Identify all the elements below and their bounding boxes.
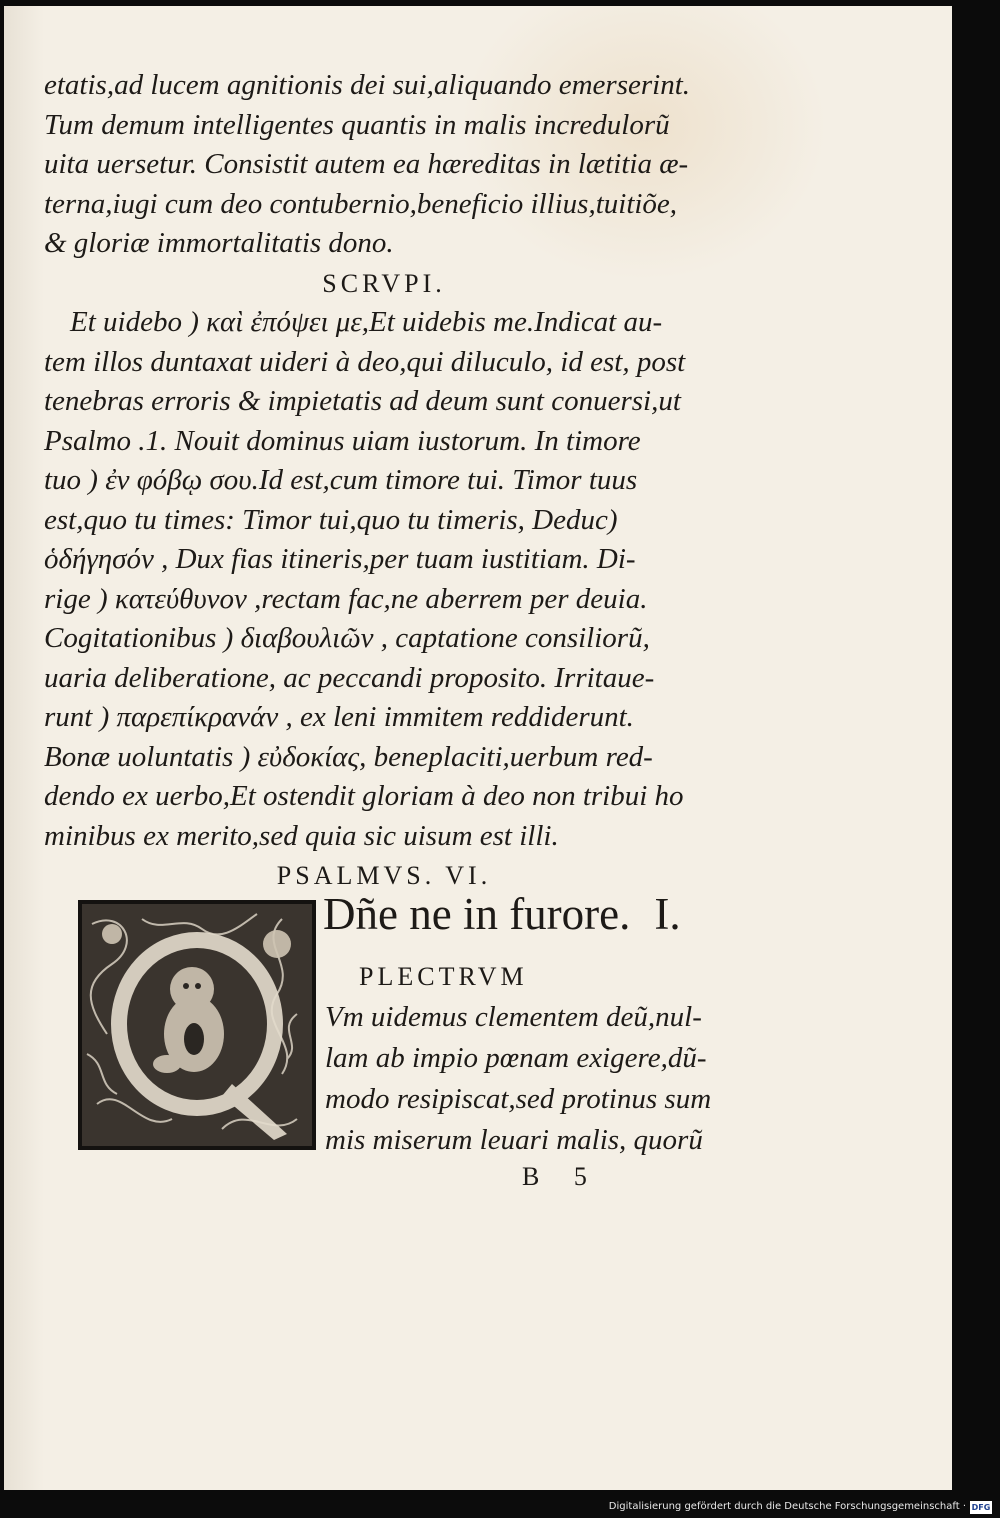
section-heading-psalm: PSALMVS. VI. (276, 861, 492, 890)
body-line: Tum demum intelligentes quantis in malis incredulorũ (44, 108, 670, 141)
scrupi-line: Psalmo .1. Nouit dominus uiam iustorum. In timore (44, 424, 641, 457)
scrupi-line: dendo ex uerbo,Et ostendit gloriam à deo non tribui ho (44, 780, 684, 812)
woodcut-initial-graphic (82, 904, 312, 1146)
signature-mark: B 5 (522, 1162, 601, 1191)
scrupi-line: tenebras erroris & impietatis ad deum sunt conuersi,ut (44, 385, 681, 417)
dfg-logo-icon: DFG (971, 1503, 991, 1512)
scrupi-line: Bonæ uoluntatis ) εὐδοκίας, beneplaciti,uerbum red- (44, 740, 653, 773)
plectrum-line: lam ab impio pœnam exigere,dũ- (325, 1042, 707, 1074)
scrupi-line: Et uidebo ) καὶ ἐπόψει με,Et uidebis me.Indicat au- (70, 306, 663, 338)
scrupi-line: minibus ex merito,sed quia sic uisum est illi. (44, 819, 559, 852)
section-heading-scrupi: SCRVPI. (322, 268, 446, 298)
digitization-credit: Digitalisierung gefördert durch die Deutsche Forschungsgemeinschaft · (608, 1501, 966, 1512)
body-line: etatis,ad lucem agnitionis dei sui,aliquando emerserint. (44, 69, 691, 101)
psalm-numeral: I. (654, 889, 681, 939)
plectrum-line: Vm uidemus clementem deũ,nul- (325, 1001, 702, 1033)
plectrum-line: modo resipiscat,sed protinus sum (325, 1083, 712, 1115)
body-line: uita uersetur. Consistit autem ea hæreditas in lætitia æ- (44, 148, 689, 180)
woodcut-initial-frame (78, 900, 316, 1150)
scrupi-line: tuo ) ἐν φόβῳ σου.Id est,cum timore tui. Timor tuus (44, 464, 638, 496)
scrupi-line: rige ) κατεύθυνον ,rectam fac,ne aberrem per deuia. (44, 582, 648, 615)
body-line: & gloriæ immortalitatis dono. (44, 227, 394, 259)
body-line: terna,iugi cum deo contubernio,beneficio illius,tuitiõe, (44, 187, 678, 220)
scrupi-line: tem illos duntaxat uideri à deo,qui diluculo, id est, post (44, 345, 686, 378)
scrupi-line: est,quo tu times: Timor tui,quo tu timeris, Deduc) (44, 503, 618, 536)
section-heading-plectrum: PLECTRVM (359, 962, 528, 991)
main-text-block (44, 66, 704, 896)
scrupi-line: uaria deliberatione, ac peccandi proposito. Irritaue- (44, 661, 655, 694)
psalm-incipit-text: Dñe ne in furore. (323, 889, 631, 939)
plectrum-block (325, 956, 725, 1161)
decorated-initial-q-icon (78, 900, 316, 1150)
scrupi-line: Cogitationibus ) διαβουλιῶν , captatione consiliorũ, (44, 622, 650, 654)
psalm-incipit (323, 888, 681, 940)
scrupi-line: runt ) παρεπίκρανάν , ex leni immitem reddiderunt. (44, 701, 634, 733)
plectrum-line: mis miserum leuari malis, quorũ (325, 1124, 703, 1156)
scrupi-line: ὁδήγησόν , Dux fias itineris,per tuam iustitiam. Di- (44, 543, 636, 575)
